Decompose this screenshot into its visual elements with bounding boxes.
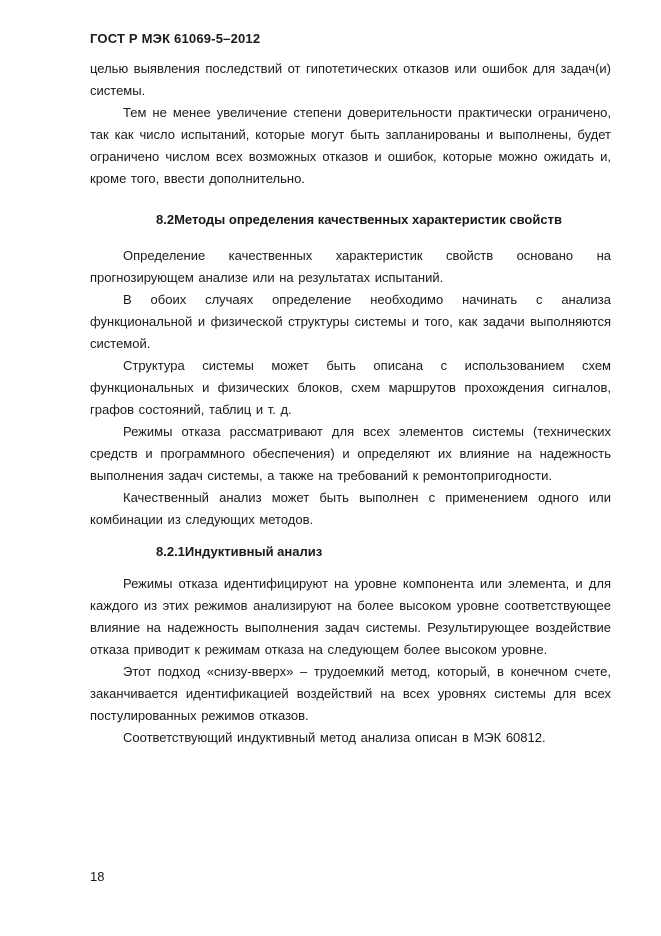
paragraph-continuation: целью выявления последствий от гипотетических отказов или ошибок для задач(и) системы. xyxy=(90,61,611,98)
running-header: ГОСТ Р МЭК 61069-5–2012 xyxy=(90,31,261,46)
paragraph: Тем не менее увеличение степени доверительности практически ограничено, так как число испытаний, которые могут быть запланированы и выполнены, будет ограничено числом всех возможных отказов и ошибок, которые можно ожидать и, кроме того, ввести дополнительно. xyxy=(90,105,611,186)
page-number: 18 xyxy=(90,869,105,884)
section-number: 8.2.1 xyxy=(156,544,185,559)
paragraph: Режимы отказа рассматривают для всех элементов системы (технических средств и программного обеспечения) и определяют их влияние на надежность выполнения задач системы, а также на требований к ремонтопригодности. xyxy=(90,424,611,483)
paragraph: Структура системы может быть описана с использованием схем функциональных и физических блоков, схем маршрутов прохождения сигналов, графов состояний, таблиц и т. д. xyxy=(90,358,611,417)
section-heading-8-2-1 xyxy=(90,541,611,563)
paragraph: Режимы отказа идентифицируют на уровне компонента или элемента, и для каждого из этих режимов анализируют на более высоком уровне соответствующее влияние на надежность выполнения задач системы. Результирующее воздействие отказа приводит к режимам отказа на следующем более высоком уровне. xyxy=(90,576,611,657)
paragraph: Качественный анализ может быть выполнен с применением одного или комбинации из следующих методов. xyxy=(90,490,611,527)
paragraph: Этот подход «снизу-вверх» – трудоемкий метод, который, в конечном счете, заканчивается идентификацией воздействий на всех уровнях системы для всех постулированных режимов отказов. xyxy=(90,664,611,723)
paragraph: Определение качественных характеристик свойств основано на прогнозирующем анализе или на результатах испытаний. xyxy=(90,248,611,285)
section-number: 8.2 xyxy=(156,212,175,227)
section-title: Методы определения качественных характеристик свойств xyxy=(174,212,562,227)
paragraph: В обоих случаях определение необходимо начинать с анализа функциональной и физической структуры системы и того, как задачи выполняются системой. xyxy=(90,292,611,351)
section-heading-8-2 xyxy=(90,209,611,231)
document-body xyxy=(90,58,611,749)
paragraph: Соответствующий индуктивный метод анализа описан в МЭК 60812. xyxy=(123,730,546,745)
section-title: Индуктивный анализ xyxy=(184,544,323,559)
